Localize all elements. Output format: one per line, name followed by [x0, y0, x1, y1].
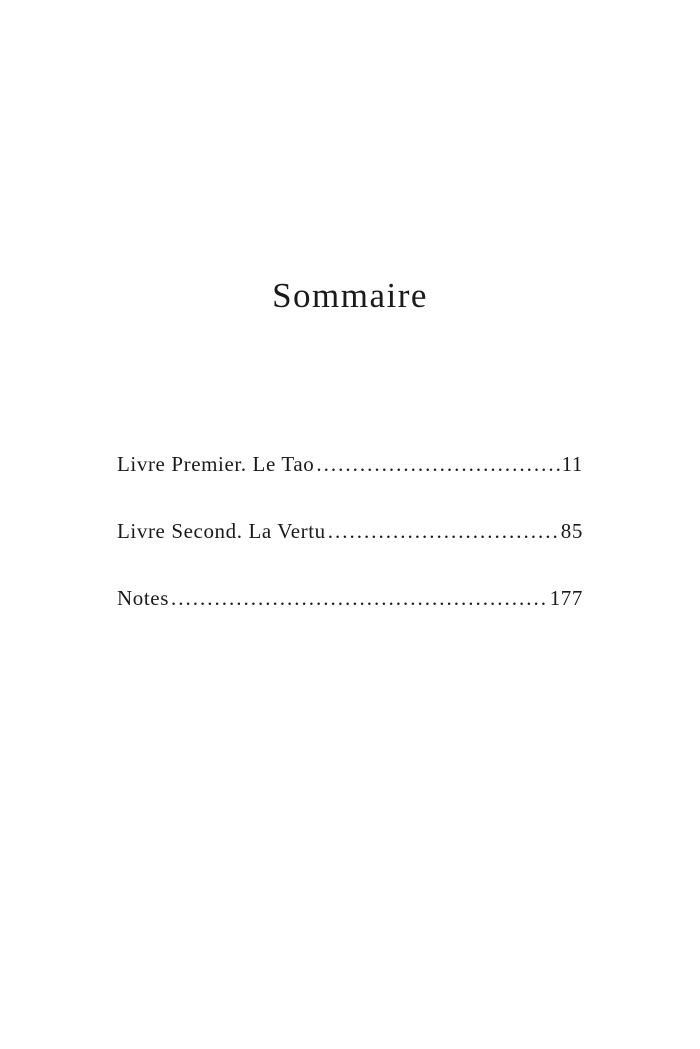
toc-entry-label: Notes	[117, 586, 169, 610]
dot-leader	[171, 586, 548, 611]
page-title: Sommaire	[272, 276, 428, 315]
toc-entry-livre-premier	[117, 452, 583, 519]
dot-leader	[328, 519, 559, 544]
dot-leader	[316, 452, 559, 477]
toc-entry-label: Livre Second. La Vertu	[117, 519, 326, 543]
table-of-contents	[117, 452, 583, 653]
toc-entry-label: Livre Premier. Le Tao	[117, 452, 315, 476]
toc-entry-notes	[117, 586, 583, 653]
toc-entry-page-number: 85	[560, 519, 583, 543]
toc-entry-page-number: 11	[561, 452, 583, 476]
toc-entry-page-number: 177	[549, 586, 583, 610]
toc-entry-livre-second	[117, 519, 583, 586]
